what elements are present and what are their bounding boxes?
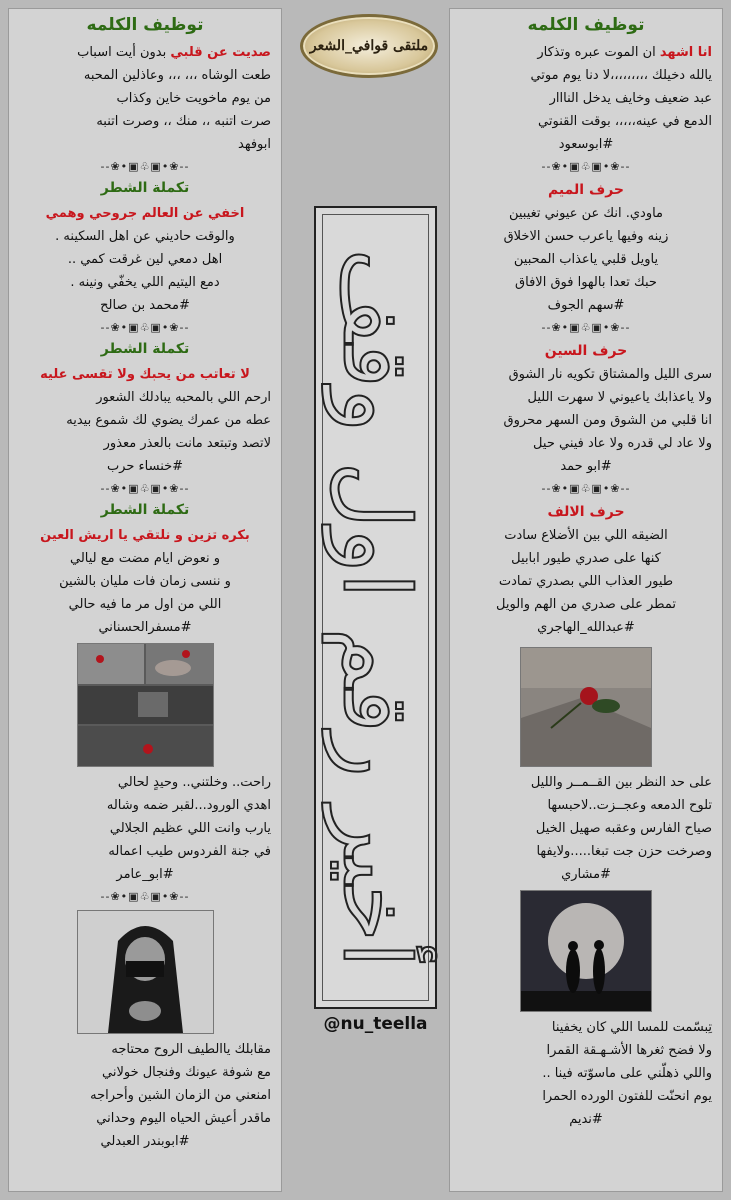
verse-signature: #سهم الجوف [547,298,625,313]
rose-on-stone-image [521,648,651,766]
verse-line: صرت اتنبه ،، منك ،، وصرت اتنبه [96,114,271,129]
left-verse-1-red: صديت عن قلبي [170,45,271,60]
verse-line: الضيقه اللي بين الأضلاع سادت [504,528,668,543]
verse-line: راحت.. وخلتني.. وحيدٍ لحالي [117,775,271,790]
verse-line: يوم انحنّت للفتون الورده الحمرا [542,1089,712,1104]
moon-couple-photo [520,890,652,1012]
verse-signature: #ابو_عامر [116,867,174,882]
verse-line: الدمع في عينه،،،،، بوقت القنوتي [538,114,712,129]
verse-line: صياح الفارس وعقبه صهيل الخيل [535,821,712,836]
verse-line: واللي ذهلّني على ماسوّته فينا .. [542,1066,712,1081]
verse-line: ماقدر أعيش الحياه اليوم وحداني [96,1111,271,1126]
verse-line: في جنة الفردوس طيب اعماله [108,844,271,859]
verse-line: دمع اليتيم اللي يخفّي ونينه . [70,275,220,290]
right-verse-1-red: انا اشهد [659,45,712,60]
verse-line: تمطر على صدري من الهم والويل [496,597,676,612]
divider: --❀•▣♧▣•❀-- [541,321,631,334]
verse-line: والوقت حاديني عن اهل السكينه . [55,229,235,244]
verse-line: مقابلك ياالطيف الروح محتاجه [111,1042,271,1057]
verse-signature: #مشاري [561,867,611,882]
verse-line: اهل دمعي لين غرقت كمي .. [67,252,223,267]
verse-signature: #ابوسعود [558,137,614,152]
left-heading-3: تكملة الشطر [100,341,190,357]
left-verse-1-lead [9,41,281,64]
verse-line: و نعوض ايام مضت مع ليالي [69,551,221,566]
verse-red-line: بكره تزين و نلتقي يا اريش العين [40,528,250,543]
rose-photo [520,647,652,767]
left-content [9,9,281,1153]
verse-line: مع شوفة عيونك وفنجال خولاني [101,1065,271,1080]
left-heading-1: توظيف الكلمه [86,15,204,35]
verse-line: عبد ضعيف وخايف يدخل النااار [549,91,712,106]
verse-signature: #مسفرالحسناني [98,620,192,635]
verse-line: كنها على صدري طيور ابابيل [511,551,661,566]
verse-line: اللي من اول مر ما فيه حالي [68,597,222,612]
verse-line: حبك تعدا بالهوا فوق الافاق [515,275,657,290]
verse-line: على حد النظر بين القــمــر والليل [530,775,712,790]
right-heading-1: توظيف الكلمه [527,15,645,35]
verse-signature: #ابو حمد [560,459,612,474]
verse-line: ياويل قلبي ياعذاب المحبين [513,252,659,267]
verse-line: و ننسى زمان فات مليان بالشين [59,574,231,589]
left-column [8,8,282,1192]
veiled-woman-image [78,911,213,1033]
divider: --❀•▣♧▣•❀-- [100,160,190,173]
account-handle: @nu_teella [323,1014,428,1034]
verse-line: ولا ياعذابك ياعيوني لا سهرت الليل [527,390,712,405]
verse-line: يالله دخيلك ،،،،،،،،،لا دنا يوم موتي [530,68,712,83]
verse-line: تِبسّمت للمسا اللي كان يخفينا [551,1020,712,1035]
right-heading-3: حرف السين [544,343,628,359]
verse-red-line: اخفي عن العالم جروحي وهمي [45,206,245,221]
verse-line: ارحم اللي بالمحبه يبادلك الشعور [96,390,271,405]
verse-line: تلوح الدمعه وعجــزت..لاحبسها [547,798,712,813]
divider: --❀•▣♧▣•❀-- [100,482,190,495]
verse-line: انا قلبي من الشوق ومن السهر محروق [503,413,712,428]
verse-line: ولا فضح ثغرها الأشـهـقة القمرا [546,1043,712,1058]
divider: --❀•▣♧▣•❀-- [541,160,631,173]
verse-line: طيور العذاب اللي بصدري تمادت [498,574,674,589]
right-column [449,8,723,1192]
verse-line: ماودي. انك عن عيوني تغيبين [508,206,664,221]
right-verse-1-rest: ان الموت عبره وتذكار [537,45,660,60]
verse-red-line: لا تعاتب من يحبك ولا تقسى عليه [40,367,250,382]
verse-line: ولا عاد لي قدره ولا عاد فيني حيل [533,436,712,451]
verse-signature: ابوفهد [238,137,271,152]
verse-signature: #نديم [569,1112,603,1127]
verse-line: وصرخت حزن جت تبغا.....ولايفها [536,844,712,859]
verse-line: طعت الوشاه ،،، ،،، وعاذلين المحبه [83,68,271,83]
verse-signature: #عبدالله_الهاجري [537,620,635,635]
left-heading-4: تكملة الشطر [100,502,190,518]
verse-signature: #ابوبندر العبدلي [100,1134,190,1149]
right-heading-2: حرف الميم [547,182,625,198]
center-title: أخير رقم اول وقف [322,248,429,967]
forum-logo [300,14,438,78]
divider: --❀•▣♧▣•❀-- [100,321,190,334]
verse-line: يارب وانت اللي عظيم الجلالي [109,821,271,836]
verse-signature: #خنساء حرب [106,459,184,474]
verse-line: من يوم ماخويت خاين وكذاب [116,91,271,106]
divider: --❀•▣♧▣•❀-- [541,482,631,495]
veiled-woman-photo [77,910,214,1034]
verse-line: امنعني من الزمان الشين وأحراجه [90,1088,271,1103]
verse-signature: #محمد بن صالح [100,298,190,313]
verse-line: عطه من عمرك يضوي لك شموع بيديه [66,413,271,428]
left-verse-1-rest: بدون أيت اسباب [77,45,171,60]
right-content [450,9,722,1131]
right-heading-4: حرف الالف [547,504,625,520]
left-heading-2: تكملة الشطر [100,180,190,196]
grave-roses-collage-image [78,644,213,766]
moon-silhouette-image [521,891,651,1011]
verse-line: اهدي الورود...لقبر ضمه وشاله [106,798,271,813]
verse-line: لاتصد وتبتعد مانت بالعذر معذور [103,436,271,451]
mourning-collage-photo [77,643,214,767]
logo-text: ملتقى قوافي_الشعر [309,38,429,54]
verse-line: زينه وفيها ياعرب حسن الاخلاق [503,229,669,244]
right-verse-1-lead [450,41,722,64]
center-title-frame [314,206,437,1009]
divider: --❀•▣♧▣•❀-- [100,890,190,903]
verse-line: سرى الليل والمشتاق تكويه نار الشوق [508,367,712,382]
